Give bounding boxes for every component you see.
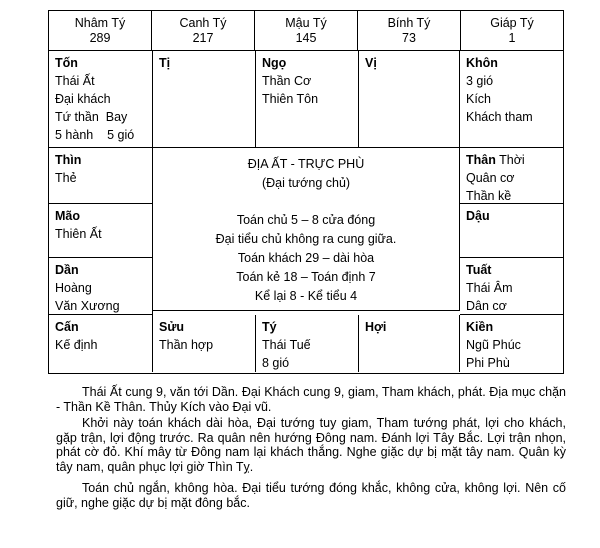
- center-line: Kể lại 8 - Kể tiểu 4: [254, 289, 358, 303]
- cell-title: Tị: [159, 56, 171, 70]
- cell-title: Tuất: [466, 263, 492, 277]
- cell-ton: [49, 51, 153, 148]
- header-cell-nham-ty: [49, 11, 152, 50]
- center-title: ĐỊA ẤT - TRỰC PHÙ: [247, 157, 365, 171]
- center-line: Toán chủ 5 – 8 cửa đóng: [236, 213, 376, 227]
- cell-line: Thái Ất: [55, 74, 95, 88]
- cell-tuat: [460, 258, 563, 315]
- header-cell-mau-ty: [255, 11, 358, 50]
- center-line: Toán kẻ 18 – Toán định 7: [236, 270, 376, 284]
- header-value: 289: [89, 31, 111, 45]
- paragraph-3: Toán chủ ngắn, không hòa. Đại tiểu tướng đóng khắc, không cửa, không lợi. Nên cố giữ, nghe giặc dự bị mặt đông bắc.: [56, 481, 566, 510]
- paragraph-2: Khởi này toán khách dài hòa, Đại tướng tuy giam, Tham tướng phát, lợi cho khách, gặp trận, lợi động trước. Ra quân nên hướng Đông nam. Đánh lợi Tây Bắc. Lợi trận nhọn, phát cờ đỏ. Khí mây từ Đông nam lại khách thắng. Nghe giặc dự bị mặt tây nam. Quân kỳ tây nam, quân phục lợi giờ Thìn Tỵ.: [56, 416, 566, 474]
- cell-line: Thần Cơ: [262, 74, 312, 88]
- paragraph-1: Thái Ất cung 9, văn tới Dần. Đại Khách cung 9, giam, Tham khách, phát. Địa mục chặn - Thần Kề Thân. Thủy Kích vào Đại vũ.: [56, 385, 566, 414]
- cell-line: Kế định: [55, 338, 98, 352]
- cell-title: Hợi: [365, 320, 387, 334]
- cell-title: Ngọ: [262, 56, 287, 70]
- cell-line: Văn Xương: [55, 299, 120, 313]
- cell-line: Thần kề: [466, 189, 512, 203]
- cell-title-extra: Thời: [499, 153, 525, 167]
- cell-title: Thân: [466, 153, 496, 167]
- cell-line: 8 gió: [262, 356, 290, 370]
- cell-line: 3 gió: [466, 74, 494, 88]
- cell-line: Thái Âm: [466, 281, 513, 295]
- cell-title: Sửu: [159, 320, 185, 334]
- cell-title: Khôn: [466, 56, 498, 70]
- header-name: Mậu Tý: [285, 16, 327, 30]
- cell-than: [460, 148, 563, 204]
- header-value: 217: [192, 31, 214, 45]
- cell-line: Dân cơ: [466, 299, 507, 313]
- cell-hoi: [359, 315, 460, 372]
- cell-ti: [153, 51, 256, 148]
- cell-title: Mão: [55, 209, 80, 223]
- cell-title: Kiền: [466, 320, 494, 334]
- header-name: Canh Tý: [179, 16, 227, 30]
- cell-title: Tốn: [55, 56, 78, 70]
- cell-line: Quân cơ: [466, 171, 515, 185]
- header-value: 73: [402, 31, 416, 45]
- palace-grid: [48, 51, 564, 374]
- header-cell-binh-ty: [358, 11, 461, 50]
- header-cell-canh-ty: [152, 11, 255, 50]
- center-subtitle: (Đại tướng chủ): [261, 176, 351, 190]
- cell-title: Cấn: [55, 320, 79, 334]
- cell-line: Phi Phù: [466, 356, 510, 370]
- cell-dan: [49, 258, 153, 315]
- cell-ngo: [256, 51, 359, 148]
- center-block: [153, 148, 460, 311]
- cell-line: Thiên Ất: [55, 227, 102, 241]
- cell-thin: [49, 148, 153, 204]
- cell-line: Kích: [466, 92, 492, 106]
- cell-title-row: [466, 151, 563, 169]
- cell-line: Tứ thần Bay: [55, 110, 128, 124]
- cell-line: 5 hành 5 gió: [55, 128, 135, 142]
- cell-can: [49, 315, 153, 372]
- header-cell-giap-ty: [461, 11, 563, 50]
- header-value: 1: [508, 31, 516, 45]
- cell-title: Vị: [365, 56, 377, 70]
- cell-title: Dậu: [466, 209, 490, 223]
- header-value: 145: [295, 31, 317, 45]
- cell-dau: [460, 204, 563, 258]
- cell-mao: [49, 204, 153, 258]
- header-row: [48, 10, 564, 51]
- cell-title: Thìn: [55, 153, 82, 167]
- header-name: Nhâm Tý: [74, 16, 126, 30]
- header-name: Giáp Tý: [490, 16, 534, 30]
- cell-ty: [256, 315, 359, 372]
- cell-line: Đại khách: [55, 92, 111, 106]
- cell-kien: [460, 315, 563, 372]
- cell-line: Thần hợp: [159, 338, 214, 352]
- center-line: Toán khách 29 – dài hòa: [237, 251, 375, 265]
- header-name: Bính Tý: [387, 16, 431, 30]
- cell-line: Thái Tuế: [262, 338, 311, 352]
- cell-khon: [460, 51, 563, 148]
- cell-line: Khách tham: [466, 110, 533, 124]
- cell-title: Dần: [55, 263, 79, 277]
- cell-title: Tý: [262, 320, 277, 334]
- cell-line: Thẻ: [55, 171, 77, 185]
- cell-suu: [153, 315, 256, 372]
- cell-line: Hoàng: [55, 281, 92, 295]
- cell-line: Ngũ Phúc: [466, 338, 521, 352]
- cell-line: Thiên Tôn: [262, 92, 319, 106]
- center-line: Đại tiểu chủ không ra cung giữa.: [215, 232, 397, 246]
- cell-vi: [359, 51, 460, 148]
